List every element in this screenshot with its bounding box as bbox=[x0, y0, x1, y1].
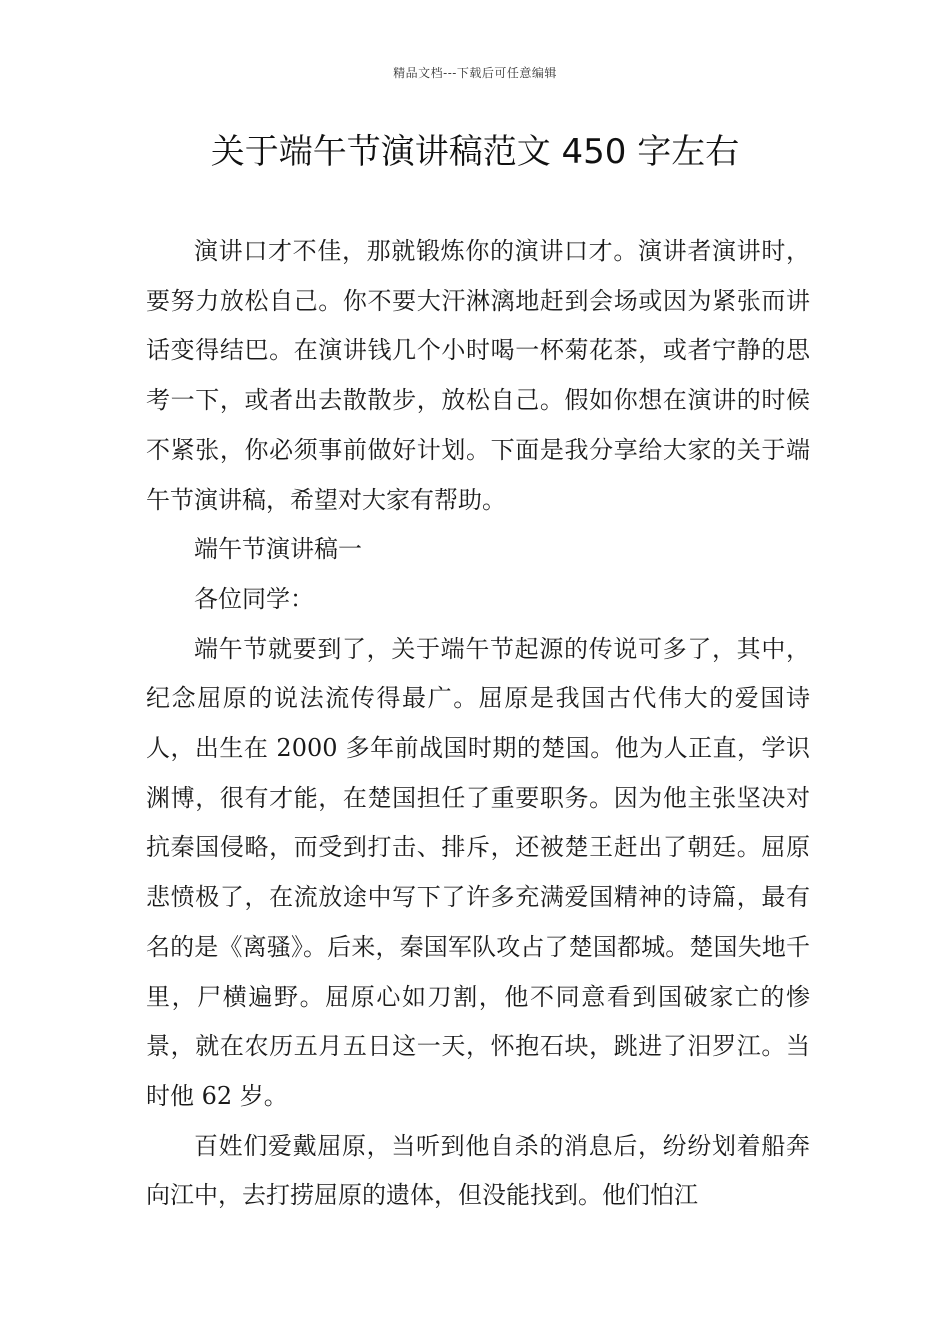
document-body bbox=[146, 227, 810, 1221]
paragraph-intro: 演讲口才不佳，那就锻炼你的演讲口才。演讲者演讲时，要努力放松自己。你不要大汗淋漓地赶到会场或因为紧张而讲话变得结巴。在演讲钱几个小时喝一杯菊花茶，或者宁静的思考一下，或者出去散散步，放松自己。假如你想在演讲的时候不紧张，你必须事前做好计划。下面是我分享给大家的关于端午节演讲稿，希望对大家有帮助。 bbox=[146, 237, 810, 514]
paragraph-qu-yuan-story: 端午节就要到了，关于端午节起源的传说可多了，其中，纪念屈原的说法流传得最广。屈原是我国古代伟大的爱国诗人，出生在 2000 多年前战国时期的楚国。他为人正直，学识渊博，很有才能，在楚国担任了重要职务。因为他主张坚决对抗秦国侵略，而受到打击、排斥，还被楚王赶出了朝廷。屈原悲愤极了，在流放途中写下了许多充满爱国精神的诗篇，最有名的是《离骚》。后来，秦国军队攻占了楚国都城。楚国失地千里，尸横遍野。屈原心如刀割，他不同意看到国破家亡的惨景，就在农历五月五日这一天，怀抱石块，跳进了汨罗江。当时他 62 岁。 bbox=[146, 634, 810, 1110]
paragraph-people-search: 百姓们爱戴屈原，当听到他自杀的消息后，纷纷划着船奔向江中，去打捞屈原的遗体，但没能找到。他们怕江 bbox=[146, 1131, 810, 1210]
paragraph-salutation: 各位同学： bbox=[194, 584, 314, 613]
header-note: 精品文档---下载后可任意编辑 bbox=[393, 66, 557, 80]
document-title: 关于端午节演讲稿范文 450 字左右 bbox=[210, 132, 740, 172]
paragraph-section-heading: 端午节演讲稿一 bbox=[194, 535, 362, 564]
